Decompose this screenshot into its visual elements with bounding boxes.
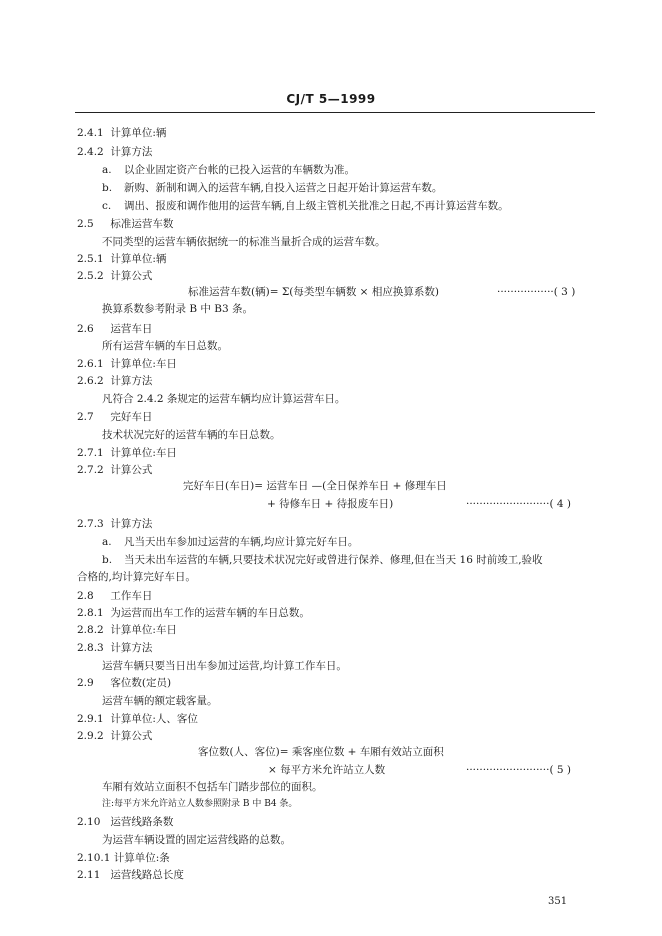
clause-text: 计算单位:车日: [110, 624, 177, 636]
clause-2-4-2: [77, 145, 152, 159]
formula-4-line-1: 完好车日(车日)= 运营车日 —(全日保养车日 + 修理车日: [183, 480, 447, 492]
clause-text: 计算单位:车日: [110, 447, 177, 459]
list-item-text: 以企业固定资产台帐的已投入运营的车辆数为准。: [124, 164, 355, 176]
list-marker: c.: [102, 200, 112, 212]
paragraph: 不同类型的运营车辆依据统一的标准当量折合成的运营车数。: [102, 236, 386, 248]
clause-2-8-3: [77, 641, 152, 655]
formula-5-line-2: × 每平方米允许站立人数: [268, 764, 386, 776]
clause-title: 运营线路总长度: [110, 869, 184, 881]
clause-2-5-2: [77, 269, 152, 283]
clause-2-8-2: [77, 623, 177, 637]
clause-number: 2.7.3: [77, 518, 104, 530]
clause-text: 计算方法: [110, 642, 153, 654]
clause-2-7: [77, 410, 152, 424]
formula-4-line-2: + 待修车日 + 待报废车日): [267, 498, 394, 510]
clause-number: 2.4.1: [77, 127, 104, 139]
paragraph: 为运营车辆设置的固定运营线路的总数。: [102, 834, 291, 846]
clause-number: 2.5.1: [77, 253, 104, 265]
clause-2-6-2: [77, 374, 152, 388]
clause-2-11: [77, 868, 184, 882]
clause-number: 2.9.1: [77, 713, 104, 725]
clause-2-8-1: [77, 606, 310, 620]
clause-number: 2.6: [77, 323, 94, 335]
list-marker: b.: [102, 554, 113, 566]
clause-title: 客位数(定员): [110, 677, 172, 689]
formula-3: 标准运营车数(辆)= Σ(每类型车辆数 × 相应换算系数): [188, 286, 439, 298]
clause-number: 2.11: [77, 869, 101, 881]
page-number: 351: [548, 896, 568, 907]
clause-2-5-1: [77, 252, 166, 266]
equation-number-5: ·························( 5 ): [466, 764, 571, 776]
clause-text: 计算公式: [110, 464, 153, 476]
clause-2-6: [77, 322, 152, 336]
clause-text: 计算公式: [110, 270, 153, 282]
clause-text: 计算单位:条: [113, 852, 170, 864]
running-header: CJ/T 5—1999: [286, 92, 376, 106]
list-item-a: [102, 535, 358, 549]
header-rule: [75, 112, 595, 113]
clause-text: 计算方法: [110, 518, 153, 530]
clause-title: 标准运营车数: [110, 218, 174, 230]
clause-2-10-1: [77, 851, 170, 865]
clause-number: 2.5: [77, 218, 94, 230]
paragraph: 运营车辆的额定载客量。: [102, 695, 218, 707]
clause-number: 2.6.1: [77, 358, 104, 370]
clause-text: 计算方法: [110, 375, 153, 387]
clause-number: 2.10.1: [77, 852, 111, 864]
formula-5-line-1: 客位数(人、客位)= 乘客座位数 + 车厢有效站立面积: [198, 746, 444, 758]
list-item-c: [102, 199, 509, 213]
clause-number: 2.8.1: [77, 607, 104, 619]
clause-number: 2.5.2: [77, 270, 104, 282]
clause-text: 计算方法: [110, 146, 153, 158]
list-item-b: [102, 553, 543, 567]
paragraph: 车厢有效站立面积不包括车门踏步部位的面积。: [102, 781, 323, 793]
paragraph: 换算系数参考附录 B 中 B3 条。: [102, 303, 253, 315]
paragraph: 运营车辆只要当日出车参加过运营,均计算工作车日。: [102, 660, 347, 672]
clause-2-9-2: [77, 729, 152, 743]
clause-number: 2.8: [77, 590, 94, 602]
clause-number: 2.6.2: [77, 375, 104, 387]
clause-number: 2.4.2: [77, 146, 104, 158]
clause-number: 2.8.2: [77, 624, 104, 636]
list-item-text: 凡当天出车参加过运营的车辆,均应计算完好车日。: [124, 536, 359, 548]
equation-number-3: ·················( 3 ): [497, 286, 576, 298]
list-item-text: 当天未出车运营的车辆,只要技术状况完好或曾进行保养、修理,但在当天 16 时前竣工,验收: [124, 554, 543, 566]
list-marker: a.: [102, 536, 112, 548]
list-marker: a.: [102, 164, 112, 176]
clause-2-7-3: [77, 517, 152, 531]
clause-number: 2.9.2: [77, 730, 104, 742]
list-item-text: 调出、报废和调作他用的运营车辆,自上级主管机关批准之日起,不再计算运营车数。: [124, 200, 509, 212]
clause-2-10: [77, 815, 173, 829]
clause-number: 2.10: [77, 816, 101, 828]
clause-text: 计算单位:辆: [110, 253, 167, 265]
list-item-b: [102, 181, 442, 195]
clause-2-9-1: [77, 712, 198, 726]
clause-number: 2.8.3: [77, 642, 104, 654]
clause-text: 计算公式: [110, 730, 153, 742]
clause-2-5: [77, 217, 173, 231]
clause-title: 完好车日: [110, 411, 153, 423]
clause-text: 计算单位:车日: [110, 358, 177, 370]
note: 注:每平方米允许站立人数参照附录 B 中 B4 条。: [102, 799, 298, 809]
paragraph: 所有运营车辆的车日总数。: [102, 340, 228, 352]
clause-number: 2.7.1: [77, 447, 104, 459]
clause-2-4-1: [77, 126, 166, 140]
clause-2-7-2: [77, 463, 152, 477]
clause-2-8: [77, 589, 152, 603]
equation-number-4: ·························( 4 ): [466, 498, 571, 510]
clause-number: 2.7.2: [77, 464, 104, 476]
list-item-text: 新购、新制和调入的运营车辆,自投入运营之日起开始计算运营车数。: [124, 182, 443, 194]
paragraph-continuation: 合格的,均计算完好车日。: [77, 571, 196, 583]
clause-number: 2.7: [77, 411, 94, 423]
clause-text: 计算单位:辆: [110, 127, 167, 139]
clause-number: 2.9: [77, 677, 94, 689]
paragraph: 凡符合 2.4.2 条规定的运营车辆均应计算运营车日。: [102, 393, 346, 405]
clause-text: 计算单位:人、客位: [110, 713, 198, 725]
clause-title: 运营车日: [110, 323, 153, 335]
list-item-a: [102, 163, 355, 177]
clause-text: 为运营而出车工作的运营车辆的车日总数。: [110, 607, 310, 619]
clause-title: 工作车日: [110, 590, 153, 602]
paragraph: 技术状况完好的运营车辆的车日总数。: [102, 429, 281, 441]
clause-2-6-1: [77, 357, 177, 371]
clause-2-9: [77, 676, 171, 690]
clause-title: 运营线路条数: [110, 816, 174, 828]
list-marker: b.: [102, 182, 113, 194]
clause-2-7-1: [77, 446, 177, 460]
